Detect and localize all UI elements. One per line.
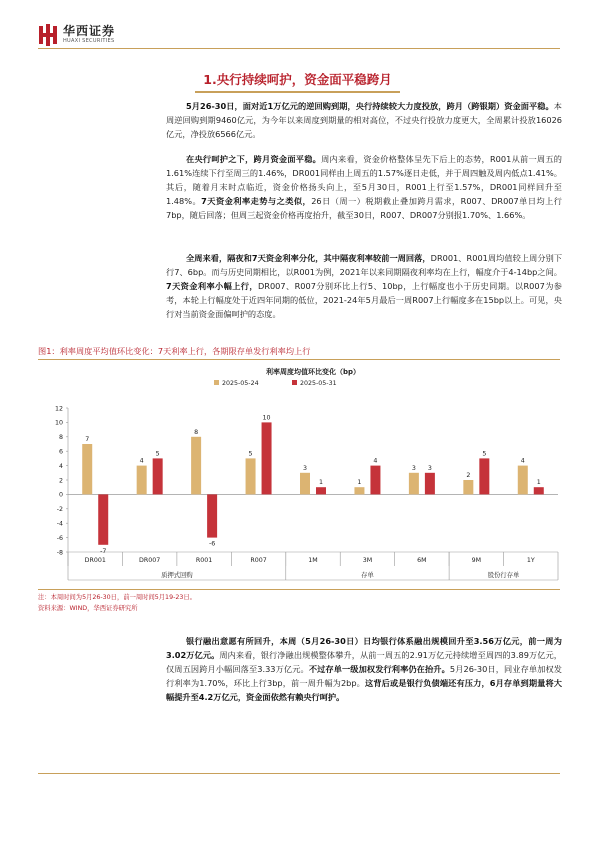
legend-swatch-2 bbox=[292, 380, 297, 385]
bar-DR007-series-1 bbox=[137, 466, 147, 495]
brand-name-en: HUAXI SECURITIES bbox=[63, 38, 115, 44]
bar-R001-series-2 bbox=[207, 494, 217, 537]
x-tick-label-3M: 3M bbox=[362, 557, 373, 564]
paragraph-3-body: DR001、R001周均值较上周分别下行7、6bp。而与历史同期相比，以R001为例，2021年以来同期隔夜利率均在上行，幅度介于4-14bp之间。 bbox=[166, 253, 563, 277]
data-label-3M-series-1: 1 bbox=[357, 479, 362, 487]
group-label-1: 存单 bbox=[361, 572, 374, 579]
paragraph-3-lead: 全周来看，隔夜和7天资金利率分化，其中隔夜利率较前一周回落， bbox=[186, 253, 431, 263]
paragraph-4-body-2: 5月26-30日，同业存单加权发行利率为1.70%，环比上行3bp，前一周升幅为2bp。 bbox=[166, 663, 562, 688]
brand-logo bbox=[38, 24, 115, 46]
bar-1Y-series-2 bbox=[534, 487, 544, 494]
bar-3M-series-2 bbox=[370, 466, 380, 495]
chart-title: 利率周度均值环比变化（bp） bbox=[265, 368, 361, 376]
bar-6M-series-1 bbox=[409, 473, 419, 495]
bar-9M-series-1 bbox=[463, 480, 473, 494]
y-tick-label-3: -2 bbox=[56, 506, 63, 514]
x-tick-label-1Y: 1Y bbox=[526, 557, 535, 564]
paragraph-4-conclusion: 这背后或是银行负债端还有压力，6月存单到期量将大幅提升至4.2万亿元，资金面依然有赖央行呵护。 bbox=[166, 677, 562, 702]
brand-name-cn: 华西证券 bbox=[63, 24, 116, 38]
bar-DR001-series-1 bbox=[82, 444, 92, 494]
y-tick-label-10: 12 bbox=[54, 405, 63, 413]
paragraph-4-lead: 银行融出意愿有所回升，本周（5月26-30日）日均银行体系融出规模回升至3.56万亿元，前一周为3.02万亿元。 bbox=[166, 636, 562, 660]
data-label-DR001-series-1: 7 bbox=[85, 436, 90, 443]
x-tick-label-1M: 1M bbox=[308, 557, 318, 564]
data-label-DR001-series-2: -7 bbox=[100, 547, 107, 555]
group-label-2: 股份行存单 bbox=[487, 572, 520, 579]
data-label-9M-series-1: 2 bbox=[466, 472, 471, 479]
data-label-DR007-series-2: 5 bbox=[155, 450, 160, 458]
y-tick-label-7: 6 bbox=[58, 448, 63, 456]
bar-9M-series-2 bbox=[479, 458, 489, 494]
y-tick-label-1: -6 bbox=[56, 534, 63, 542]
y-tick-label-0: -8 bbox=[56, 549, 63, 557]
bar-1M-series-2 bbox=[316, 487, 326, 494]
y-tick-label-4: 0 bbox=[58, 491, 63, 499]
bar-6M-series-2 bbox=[425, 473, 435, 495]
paragraph-4-highlight: 不过存单一级加权发行利率仍在抬升。 bbox=[308, 663, 450, 674]
paragraph-1-body: 本周逆回购到期9460亿元，为今年以来周度到期量的相对高位，不过央行投放力度更大，全周累计投放16026亿元，净投放6566亿元。 bbox=[166, 101, 562, 139]
bar-R001-series-1 bbox=[191, 437, 201, 495]
y-tick-label-2: -4 bbox=[56, 520, 63, 528]
x-tick-label-DR001: DR001 bbox=[84, 557, 106, 564]
x-tick-label-6M: 6M bbox=[417, 557, 427, 564]
x-tick-label-9M: 9M bbox=[471, 557, 482, 564]
data-label-6M-series-1: 3 bbox=[411, 464, 416, 472]
paragraph-2 bbox=[166, 153, 562, 223]
huaxi-logo-icon bbox=[38, 24, 58, 46]
paragraph-3-body-2: DR007、R007分别环比上行5、10bp，上行幅度也小于历史同期。以R007为参考，本轮上行幅度处于近四年同期的低位，2021-24年5月最后一周R007上行幅度多在15bp以上。可见，央行对当前资金面偏呵护的态度。 bbox=[166, 280, 562, 319]
paragraph-1 bbox=[166, 100, 562, 142]
bar-3M-series-1 bbox=[354, 487, 364, 494]
group-label-0: 质押式回购 bbox=[161, 572, 193, 579]
legend-label-1: 2025-05-24 bbox=[222, 380, 259, 387]
bar-R007-series-1 bbox=[246, 458, 256, 494]
footer-divider bbox=[38, 773, 560, 774]
paragraph-4 bbox=[166, 635, 562, 705]
data-label-R007-series-2: 10 bbox=[262, 414, 271, 422]
data-label-1Y-series-1: 4 bbox=[520, 457, 525, 465]
data-label-1M-series-2: 1 bbox=[318, 479, 324, 487]
data-label-DR007-series-1: 4 bbox=[139, 457, 144, 465]
paragraph-4-body: 周内来看，银行净融出规模整体攀升，从前一周五的2.91万亿元持续增至周四的3.89万亿元，仅周五因跨月小幅回落至3.33万亿元。 bbox=[166, 649, 562, 674]
data-label-1Y-series-2: 1 bbox=[536, 479, 541, 487]
bar-DR007-series-2 bbox=[153, 458, 163, 494]
figure-note: 注：本周时间为5月26-30日，前一周时间5月19-23日。 bbox=[38, 594, 196, 601]
data-label-R001-series-1: 8 bbox=[194, 428, 199, 436]
paragraph-2-body-2: 26日（周一）税期截止叠加跨月需求，R007、DR007单日均上行7bp，随后回落；但周三起资金价格再度抬升，截至30日，R007、DR007分别报1.70%、1.66%。 bbox=[166, 195, 562, 220]
bar-DR001-series-2 bbox=[98, 494, 108, 544]
x-tick-label-DR007: DR007 bbox=[139, 557, 161, 564]
paragraph-1-lead: 5月26-30日，面对近1万亿元的逆回购到期，央行持续较大力度投放，跨月（跨银期）资金面平稳。 bbox=[186, 101, 554, 111]
y-tick-label-8: 8 bbox=[58, 434, 63, 442]
paragraph-3-highlight: 7天资金利率小幅上行， bbox=[166, 280, 258, 291]
section-title: 1.央行持续呵护，资金面平稳跨月 bbox=[0, 70, 595, 93]
data-label-6M-series-2: 3 bbox=[427, 464, 432, 472]
figure-source: 资料来源：WIND，华西证券研究所 bbox=[38, 605, 138, 612]
paragraph-3 bbox=[166, 252, 562, 322]
legend-swatch-1 bbox=[214, 380, 219, 385]
figure-top-divider bbox=[38, 359, 560, 360]
data-label-R007-series-1: 5 bbox=[248, 450, 253, 458]
x-tick-label-R001: R001 bbox=[195, 557, 213, 564]
data-label-9M-series-2: 5 bbox=[482, 450, 487, 458]
figure-title: 图1：利率周度平均值环比变化：7天利率上行，各期限存单发行利率均上行 bbox=[38, 346, 311, 356]
header-divider bbox=[38, 48, 560, 49]
x-tick-label-R007: R007 bbox=[250, 557, 267, 564]
y-tick-label-6: 4 bbox=[58, 462, 63, 470]
rate-change-bar-chart bbox=[38, 362, 560, 587]
legend-label-2: 2025-05-31 bbox=[300, 380, 337, 387]
data-label-1M-series-1: 3 bbox=[302, 464, 308, 472]
bar-1M-series-1 bbox=[300, 473, 310, 495]
bar-1Y-series-1 bbox=[518, 466, 528, 495]
data-label-R001-series-2: -6 bbox=[208, 540, 216, 548]
paragraph-2-lead: 在央行呵护之下，跨月资金面平稳。 bbox=[186, 154, 322, 164]
data-label-3M-series-2: 4 bbox=[373, 457, 378, 465]
paragraph-2-body: 周内来看，资金价格整体呈先下后上的态势，R001从前一周五的1.61%连续下行至周三的1.46%，DR001同样由上周五的1.57%逐日走低，并于周四触及周内低点1.41%。其后，随着月末时点临近，资金价格扬头向上，至5月30日，R001上行至1.57%，DR001同样回升至1.48%。 bbox=[166, 154, 562, 206]
figure-bottom-divider bbox=[38, 589, 560, 590]
y-tick-label-9: 10 bbox=[54, 419, 63, 427]
y-tick-label-5: 2 bbox=[58, 477, 63, 485]
paragraph-2-highlight: 7天资金利率走势与之类似， bbox=[201, 195, 312, 206]
bar-R007-series-2 bbox=[262, 422, 272, 494]
